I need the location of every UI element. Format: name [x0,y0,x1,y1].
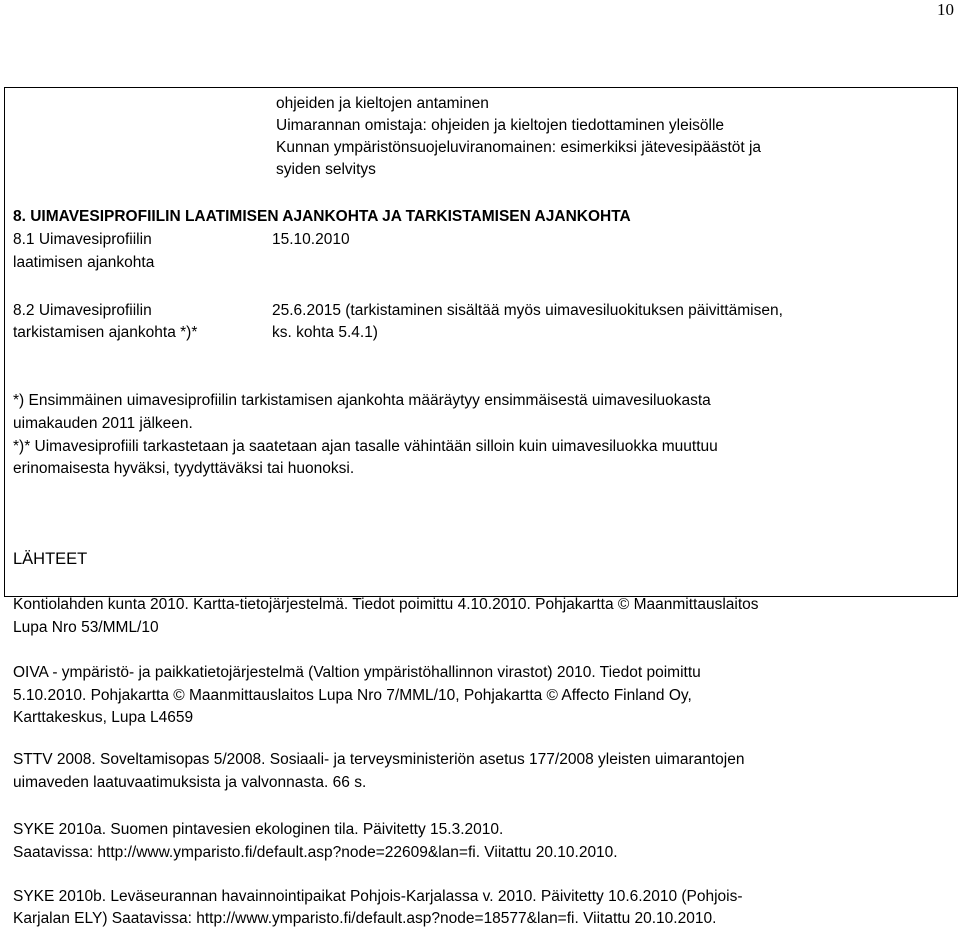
row-value: 15.10.2010 [272,231,350,248]
row-label: 8.1 Uimavesiprofiilin [13,231,152,248]
reference-line: STTV 2008. Soveltamisopas 5/2008. Sosiaali- ja terveysministeriön asetus 177/2008 yleisten uimarantojen [13,751,745,768]
footnote-line: uimakauden 2011 jälkeen. [13,415,193,432]
intro-line: Uimarannan omistaja: ohjeiden ja kieltojen tiedottaminen yleisölle [276,117,725,134]
reference-line: Karttakeskus, Lupa L4659 [13,709,194,726]
footnote-line: *) Ensimmäinen uimavesiprofiilin tarkistamisen ajankohta määräytyy ensimmäisestä uimavesiluokasta [13,392,711,409]
row-label: 8.2 Uimavesiprofiilin [13,302,152,319]
intro-line: ohjeiden ja kieltojen antaminen [276,95,489,112]
intro-line: syiden selvitys [276,161,376,178]
footnote-line: erinomaisesta hyväksi, tyydyttäväksi tai huonoksi. [13,460,355,477]
row-value: 25.6.2015 (tarkistaminen sisältää myös uimavesiluokituksen päivittämisen, [272,302,783,319]
footnote-line: *)* Uimavesiprofiili tarkastetaan ja saatetaan ajan tasalle vähintään silloin kuin uimavesiluokka muuttuu [13,438,718,455]
intro-line: Kunnan ympäristönsuojeluviranomainen: esimerkiksi jätevesipäästöt ja [276,139,762,156]
sources-heading: LÄHTEET [13,550,88,568]
reference-line: Lupa Nro 53/MML/10 [13,619,159,636]
page-number: 10 [937,0,954,19]
reference-line: SYKE 2010b. Leväseurannan havainnointipaikat Pohjois-Karjalassa v. 2010. Päivitetty 10.6.2010 (Pohjois- [13,888,743,905]
row-value: ks. kohta 5.4.1) [272,324,378,341]
section-heading: 8. UIMAVESIPROFIILIN LAATIMISEN AJANKOHTA JA TARKISTAMISEN AJANKOHTA [13,208,631,225]
reference-line: Karjalan ELY) Saatavissa: http://www.ymparisto.fi/default.asp?node=18577&lan=fi. Viitattu 20.10.2010. [13,910,717,927]
reference-line: uimaveden laatuvaatimuksista ja valvonnasta. 66 s. [13,774,367,791]
reference-line: Saatavissa: http://www.ymparisto.fi/default.asp?node=22609&lan=fi. Viitattu 20.10.2010. [13,844,618,861]
row-label: laatimisen ajankohta [13,254,155,271]
row-label: tarkistamisen ajankohta *)* [13,324,198,341]
reference-line: OIVA - ympäristö- ja paikkatietojärjestelmä (Valtion ympäristöhallinnon virastot) 2010. Tiedot poimittu [13,664,701,681]
reference-line: 5.10.2010. Pohjakartta © Maanmittauslaitos Lupa Nro 7/MML/10, Pohjakartta © Affecto Finland Oy, [13,687,692,704]
reference-line: Kontiolahden kunta 2010. Kartta-tietojärjestelmä. Tiedot poimittu 4.10.2010. Pohjakartta © Maanmittauslaitos [13,596,759,613]
reference-line: SYKE 2010a. Suomen pintavesien ekologinen tila. Päivitetty 15.3.2010. [13,821,504,838]
